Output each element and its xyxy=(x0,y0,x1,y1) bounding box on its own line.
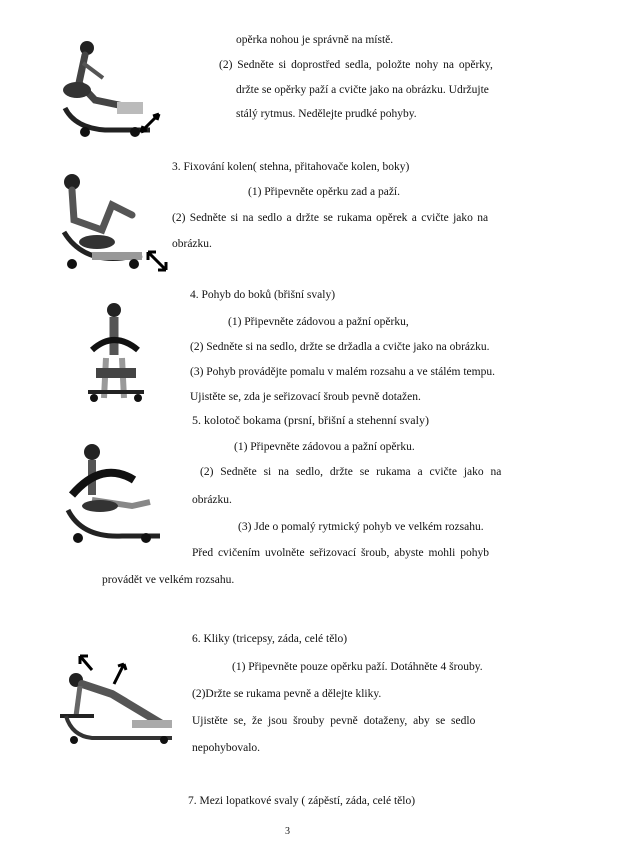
text-line: (2) Sedněte si doprostřed sedla, položte nohy na opěrky, xyxy=(219,59,493,71)
text-line: Ujistěte se, zda je seřizovací šroub pevně dotažen. xyxy=(190,391,421,403)
text-line: (1) Připevněte pouze opěrku paží. Dotáhněte 4 šrouby. xyxy=(232,661,483,673)
text-line: Před cvičením uvolněte seřizovací šroub, abyste mohli pohyb xyxy=(192,547,489,559)
text-line: opěrka nohou je správně na místě. xyxy=(236,34,394,46)
section-title: 5. kolotoč bokama (prsní, břišní a stehenní svaly) xyxy=(192,413,429,427)
exercise-figure-knees xyxy=(52,170,172,278)
text-line: (2)Držte se rukama pevně a dělejte kliky. xyxy=(192,688,382,700)
text-line: provádět ve velkém rozsahu. xyxy=(102,574,235,586)
text-line: (3) Pohyb provádějte pomalu v malém rozsahu a ve stálém tempu. xyxy=(190,366,495,378)
text-line: stálý rytmus. Nedělejte prudké pohyby. xyxy=(236,108,417,120)
text-line: (2) Sedněte si na sedlo a držte se rukama opěrek a cvičte jako na xyxy=(172,212,489,224)
text-line: držte se opěrky paží a cvičte jako na obrázku. Udržujte xyxy=(236,84,489,96)
section-title: 7. Mezi lopatkové svaly ( zápěstí, záda, celé tělo) xyxy=(188,795,416,807)
section-title: 6. Kliky (tricepsy, záda, celé tělo) xyxy=(192,633,348,645)
section-title: 4. Pohyb do boků (břišní svaly) xyxy=(190,289,336,301)
exercise-figure-legs xyxy=(55,38,165,146)
text-line: (3) Jde o pomalý rytmický pohyb ve velkém rozsahu. xyxy=(238,521,484,533)
text-line: obrázku. xyxy=(172,238,212,250)
exercise-figure-pushups xyxy=(52,650,182,750)
text-line: (1) Připevněte zádovou a pažní opěrku. xyxy=(234,441,415,453)
text-line: (1) Připevněte opěrku zad a paží. xyxy=(248,186,400,198)
section-title: 3. Fixování kolen( stehna, přitahovače kolen, boky) xyxy=(172,161,410,173)
text-line: Ujistěte se, že jsou šrouby pevně dotaženy, aby se sedlo xyxy=(192,715,476,727)
exercise-figure-hips xyxy=(78,300,158,408)
text-line: (2) Sedněte si na sedlo, držte se rukama a cvičte jako na xyxy=(200,466,502,478)
exercise-figure-rotation xyxy=(62,440,172,545)
text-line: obrázku. xyxy=(192,494,232,506)
text-line: (1) Připevněte zádovou a pažní opěrku, xyxy=(228,316,409,328)
text-line: (2) Sedněte si na sedlo, držte se držadla a cvičte jako na obrázku. xyxy=(190,341,490,353)
text-line: nepohybovalo. xyxy=(192,742,261,754)
page-number: 3 xyxy=(285,826,290,837)
